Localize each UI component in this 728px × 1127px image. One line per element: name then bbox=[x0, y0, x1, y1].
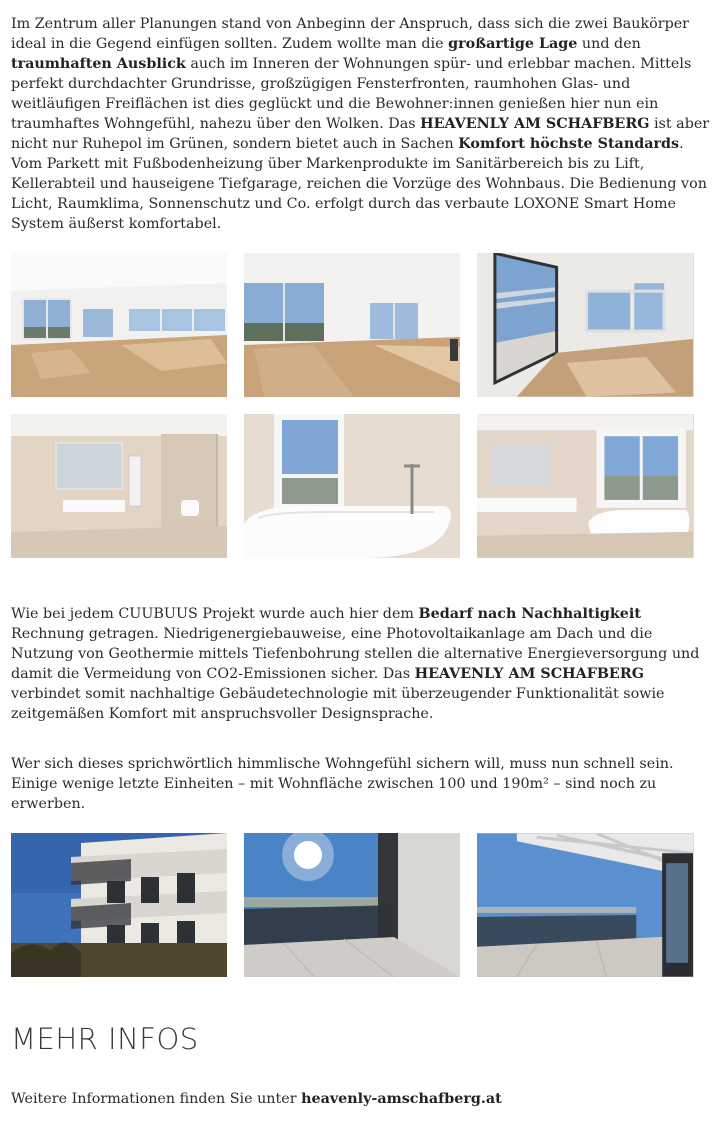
sustainability-text-3: verbindet somit nachhaltige Gebäudetechnologie mit überzeugender Funktionalität sowie zeitgemäßen Komfort mit anspruchsvoller Designsprache. bbox=[11, 686, 665, 722]
sustainability-paragraph bbox=[11, 604, 711, 724]
more-info-heading: MEHR INFOS bbox=[11, 1022, 199, 1056]
double-sink-image bbox=[477, 414, 693, 558]
sustainability-bold-project-name: HEAVENLY AM SCHAFBERG bbox=[414, 666, 644, 682]
sunny-terrace-image bbox=[244, 833, 460, 977]
intro-bold-view: traumhaften Ausblick bbox=[11, 56, 186, 72]
gallery-photo-sunny-terrace[interactable] bbox=[244, 833, 460, 977]
living-room-image bbox=[11, 253, 227, 397]
more-info-text: Weitere Informationen finden Sie unter bbox=[11, 1091, 302, 1107]
intro-text-2: und den bbox=[577, 36, 641, 52]
project-website-link[interactable]: heavenly-amschafberg.at bbox=[301, 1091, 502, 1107]
gallery-photo-living-room[interactable] bbox=[11, 253, 227, 397]
gallery-photo-bathroom-double-sink[interactable] bbox=[477, 414, 694, 558]
intro-paragraph bbox=[11, 14, 711, 234]
more-info-paragraph bbox=[11, 1089, 711, 1109]
open-room-image bbox=[244, 253, 460, 397]
sustainability-bold-need: Bedarf nach Nachhaltigkeit bbox=[418, 606, 641, 622]
sustainability-text-2: Rechnung getragen. Niedrigenergiebauweise, eine Photovoltaikanlage am Dach und die Nutzung von Geothermie mittels Tiefenbohrung stellen die alternative Energieversorgung und damit die Vermeidung von CO2-Emissionen sicher. Das bbox=[11, 626, 700, 682]
gallery-photo-bathroom-shower[interactable] bbox=[11, 414, 227, 558]
terrace-room-image bbox=[477, 253, 693, 397]
intro-text-4: ist aber nicht nur Ruhepol im Grünen, sondern bietet auch in Sachen bbox=[11, 116, 710, 152]
building-facade-image bbox=[11, 833, 227, 977]
gallery-photo-bathtub[interactable] bbox=[244, 414, 460, 558]
gallery-photo-building-facade[interactable] bbox=[11, 833, 227, 977]
gallery-photo-open-room[interactable] bbox=[244, 253, 460, 397]
sustainability-text-1: Wie bei jedem CUUBUUS Projekt wurde auch hier dem bbox=[11, 606, 419, 622]
gallery-photo-rooftop-pergola[interactable] bbox=[477, 833, 694, 977]
intro-text-1: Im Zentrum aller Planungen stand von Anbeginn der Anspruch, dass sich die zwei Baukörper ideal in die Gegend einfügen sollten. Zudem wollte man die bbox=[11, 16, 690, 52]
bathtub-image bbox=[244, 414, 460, 558]
intro-bold-project-name: HEAVENLY AM SCHAFBERG bbox=[420, 116, 650, 132]
closing-paragraph: Wer sich dieses sprichwörtlich himmlische Wohngefühl sichern will, muss nun schnell sein. Einige wenige letzte Einheiten – mit Wohnfläche zwischen 100 und 190m² – sind noch zu erwerben. bbox=[11, 756, 674, 812]
intro-bold-location: großartige Lage bbox=[448, 36, 578, 52]
rooftop-pergola-image bbox=[477, 833, 693, 977]
intro-text-5: . Vom Parkett mit Fußbodenheizung über Markenprodukte im Sanitärbereich bis zu Lift, Kellerabteil und hauseigene Tiefgarage, reichen die Vorzüge des Wohnbaus. Die Bedienung von Licht, Raumklima, Sonnenschutz und Co. erfolgt durch das verbaute LOXONE Smart Home System äußerst komfortabel. bbox=[11, 136, 707, 232]
gallery-photo-terrace-room[interactable] bbox=[477, 253, 694, 397]
intro-bold-comfort: Komfort höchste Standards bbox=[458, 136, 680, 152]
bathroom-shower-image bbox=[11, 414, 227, 558]
intro-text-3: auch im Inneren der Wohnungen spür- und erlebbar machen. Mittels perfekt durchdachter Grundrisse, großzügigen Fensterfronten, raumhohen Glas- und weitläufigen Freiflächen ist dies geglückt und die Bewohner:innen genießen hier nun ein traumhaftes Wohngefühl, nahezu über den Wolken. Das bbox=[11, 56, 692, 132]
